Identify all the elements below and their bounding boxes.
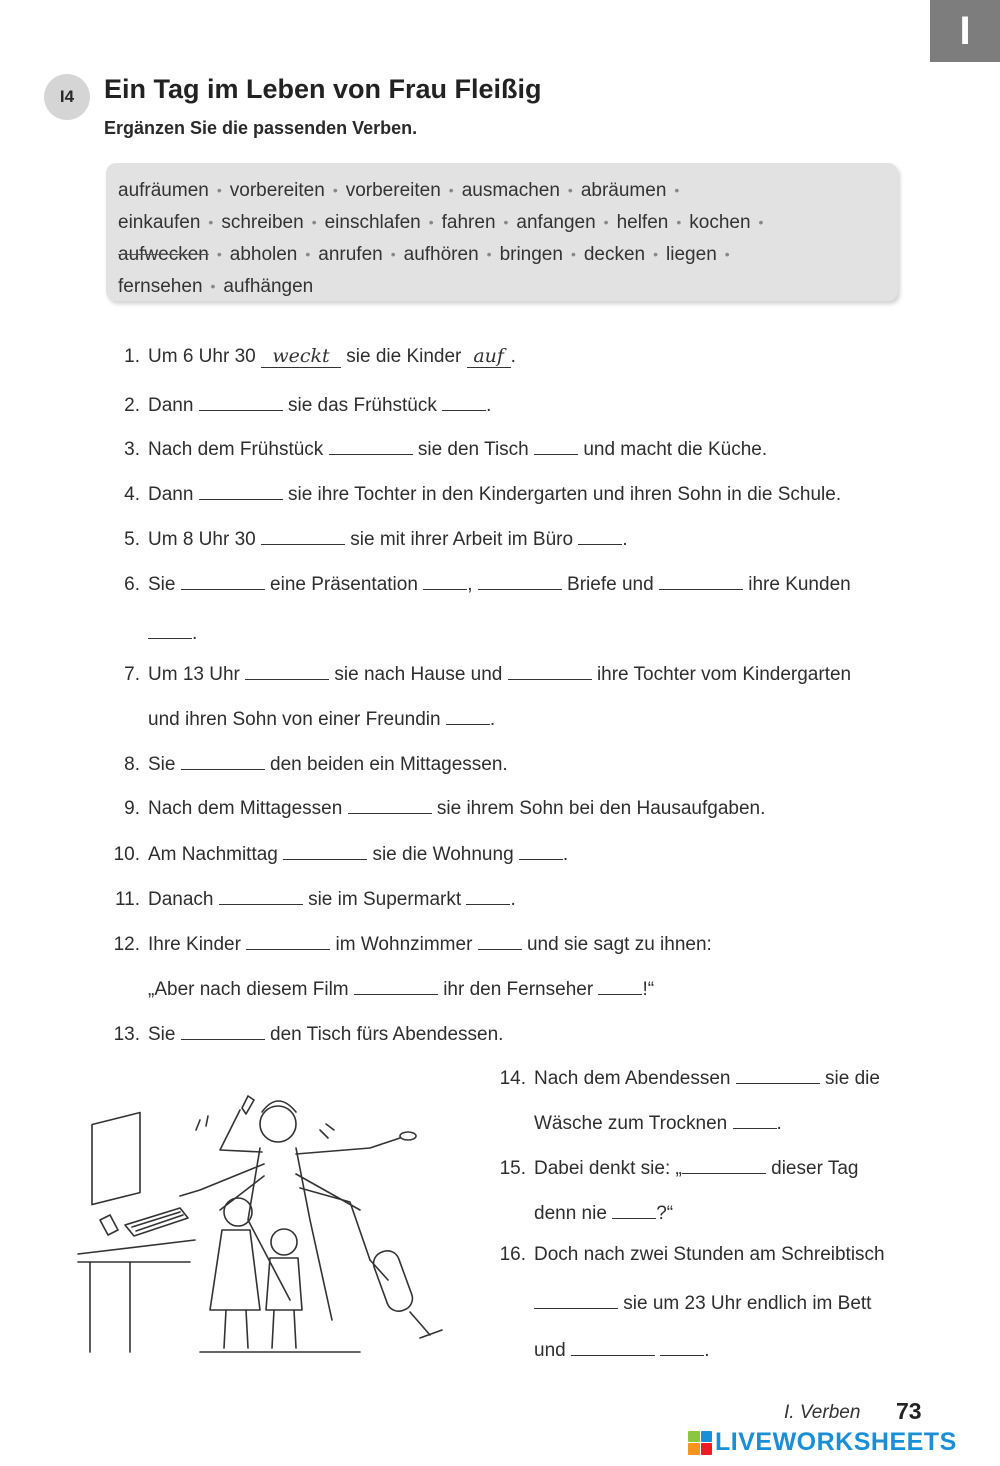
exercise-instruction: Ergänzen Sie die passenden Verben. [104, 118, 418, 138]
answer-field[interactable] [478, 931, 522, 950]
sentence-15: 15. Dabei denkt sie: „ dieser Tag [490, 1155, 858, 1180]
word-separator: • [216, 182, 222, 198]
answer-field[interactable] [354, 976, 438, 995]
word-box-row [118, 271, 886, 303]
answer-field[interactable] [612, 1200, 656, 1219]
word-separator: • [603, 214, 609, 230]
word-separator: • [428, 214, 434, 230]
answer-field[interactable] [219, 886, 303, 905]
vacuum [370, 1247, 416, 1314]
sentence-14-cont: Wäsche zum Trocknen . [534, 1110, 782, 1135]
answer-field[interactable] [199, 392, 283, 411]
answer-field[interactable] [733, 1110, 777, 1129]
sentence-number: 1. [124, 346, 140, 367]
sentence-3: 3. Nach dem Frühstück sie den Tisch und macht die Küche. [104, 436, 767, 461]
word-box-row [118, 175, 886, 207]
footer-section: I. Verben [784, 1402, 861, 1423]
word-option: ausmachen [461, 180, 560, 201]
sentence-5: 5. Um 8 Uhr 30 sie mit ihrer Arbeit im Büro . [104, 526, 628, 551]
answer-field[interactable] [283, 841, 367, 860]
word-option: abholen [229, 244, 298, 265]
answer-field[interactable] [442, 392, 486, 411]
word-option: bringen [499, 244, 563, 265]
word-option: vorbereiten [229, 180, 325, 201]
answer-field[interactable] [181, 571, 265, 590]
word-separator: • [724, 246, 730, 262]
answer-field[interactable] [736, 1065, 820, 1084]
mother-head [260, 1106, 296, 1142]
word-option: fernsehen [118, 276, 203, 297]
word-option: liegen [666, 244, 717, 265]
answer-field[interactable]: auf [467, 345, 511, 368]
sentence-16: 16. Doch nach zwei Stunden am Schreibtisch [499, 1244, 885, 1265]
sentence-12-cont: „Aber nach diesem Film ihr den Fernseher !“ [148, 976, 654, 1001]
answer-field[interactable] [466, 886, 510, 905]
liveworksheets-brand[interactable] [688, 1428, 957, 1457]
spoon [400, 1132, 416, 1140]
word-option: einschlafen [324, 212, 421, 233]
word-separator: • [311, 214, 317, 230]
sentence-16-cont: sie um 23 Uhr endlich im Bett [534, 1290, 871, 1315]
word-option: aufhören [403, 244, 479, 265]
phone [242, 1096, 254, 1114]
answer-field[interactable] [660, 1337, 704, 1356]
word-option: decken [583, 244, 646, 265]
word-separator: • [390, 246, 396, 262]
answer-field[interactable] [181, 751, 265, 770]
sentence-8: 8. Sie den beiden ein Mittagessen. [104, 751, 508, 776]
child-girl-head [224, 1198, 252, 1226]
word-option: kochen [689, 212, 751, 233]
sentence-13: 13. Sie den Tisch fürs Abendessen. [104, 1021, 503, 1046]
sentence-16-cont2: und . [534, 1337, 710, 1362]
answer-field[interactable] [519, 841, 563, 860]
word-option: abräumen [580, 180, 667, 201]
word-separator: • [676, 214, 682, 230]
sentence-14: 14. Nach dem Abendessen sie die [490, 1065, 880, 1090]
sentence-10: 10. Am Nachmittag sie die Wohnung . [104, 841, 568, 866]
sentence-6: 6. Sie eine Präsentation , Briefe und ihre Kunden [104, 571, 851, 596]
child-boy-head [271, 1229, 297, 1255]
sentence-6-cont: . [148, 620, 197, 645]
word-option: anrufen [318, 244, 383, 265]
page-number: 73 [896, 1398, 922, 1424]
word-option: helfen [616, 212, 669, 233]
word-option: einkaufen [118, 212, 201, 233]
word-separator: • [567, 182, 573, 198]
answer-field[interactable] [508, 661, 592, 680]
exercise-number-badge: I4 [44, 74, 90, 120]
word-separator: • [305, 246, 311, 262]
word-box-row [118, 207, 886, 239]
exercise-title: Ein Tag im Leben von Frau Fleißig [104, 74, 542, 104]
answer-field[interactable] [261, 526, 345, 545]
word-separator: • [208, 214, 214, 230]
word-option: anfangen [516, 212, 596, 233]
word-option: fahren [441, 212, 496, 233]
sentence-7-cont: und ihren Sohn von einer Freundin . [148, 706, 495, 731]
word-separator: • [486, 246, 492, 262]
answer-field[interactable] [598, 976, 642, 995]
busy-mother-illustration [70, 1090, 470, 1370]
sentence-2: 2. Dann sie das Frühstück . [104, 392, 491, 417]
liveworksheets-logo-icon [688, 1431, 712, 1455]
word-separator: • [503, 214, 509, 230]
answer-field[interactable] [348, 795, 432, 814]
word-separator: • [332, 182, 338, 198]
sentence-4: 4. Dann sie ihre Tochter in den Kindergarten und ihren Sohn in die Schule. [104, 481, 841, 506]
answer-field[interactable]: weckt [261, 345, 341, 368]
word-option: vorbereiten [345, 180, 441, 201]
word-option: aufräumen [118, 180, 209, 201]
chapter-tab: I [930, 0, 1000, 62]
word-option: aufwecken [118, 244, 209, 265]
answer-field[interactable] [181, 1021, 265, 1040]
sentence-1: 1. Um 6 Uhr 30 weckt sie die Kinder auf . [104, 345, 516, 368]
brand-text: LIVEWORKSHEETS [715, 1428, 957, 1456]
word-box [106, 163, 898, 301]
word-separator: • [210, 278, 216, 294]
answer-field[interactable] [199, 481, 283, 500]
answer-field[interactable] [446, 706, 490, 725]
answer-field[interactable] [534, 436, 578, 455]
answer-field[interactable] [148, 620, 192, 639]
child-girl [210, 1230, 260, 1310]
sentence-12: 12. Ihre Kinder im Wohnzimmer und sie sagt zu ihnen: [104, 931, 712, 956]
sentence-11: 11. Danach sie im Supermarkt . [104, 886, 516, 911]
word-separator: • [758, 214, 764, 230]
sentence-15-cont: denn nie ?“ [534, 1200, 673, 1225]
answer-field[interactable] [571, 1337, 655, 1356]
answer-field[interactable] [682, 1155, 766, 1174]
answer-field[interactable] [246, 931, 330, 950]
answer-field[interactable] [578, 526, 622, 545]
answer-field[interactable] [245, 661, 329, 680]
word-separator: • [448, 182, 454, 198]
answer-field[interactable] [478, 571, 562, 590]
answer-field[interactable] [534, 1290, 618, 1309]
computer-monitor [92, 1113, 140, 1205]
answer-field[interactable] [329, 436, 413, 455]
sentence-9: 9. Nach dem Mittagessen sie ihrem Sohn bei den Hausaufgaben. [104, 795, 765, 820]
word-option: schreiben [221, 212, 304, 233]
word-separator: • [216, 246, 222, 262]
answer-field[interactable] [659, 571, 743, 590]
word-separator: • [653, 246, 659, 262]
word-option: aufhängen [223, 276, 314, 297]
word-separator: • [570, 246, 576, 262]
sentence-7: 7. Um 13 Uhr sie nach Hause und ihre Tochter vom Kindergarten [104, 661, 851, 686]
answer-field[interactable] [423, 571, 467, 590]
word-box-row [118, 239, 886, 271]
word-separator: • [674, 182, 680, 198]
